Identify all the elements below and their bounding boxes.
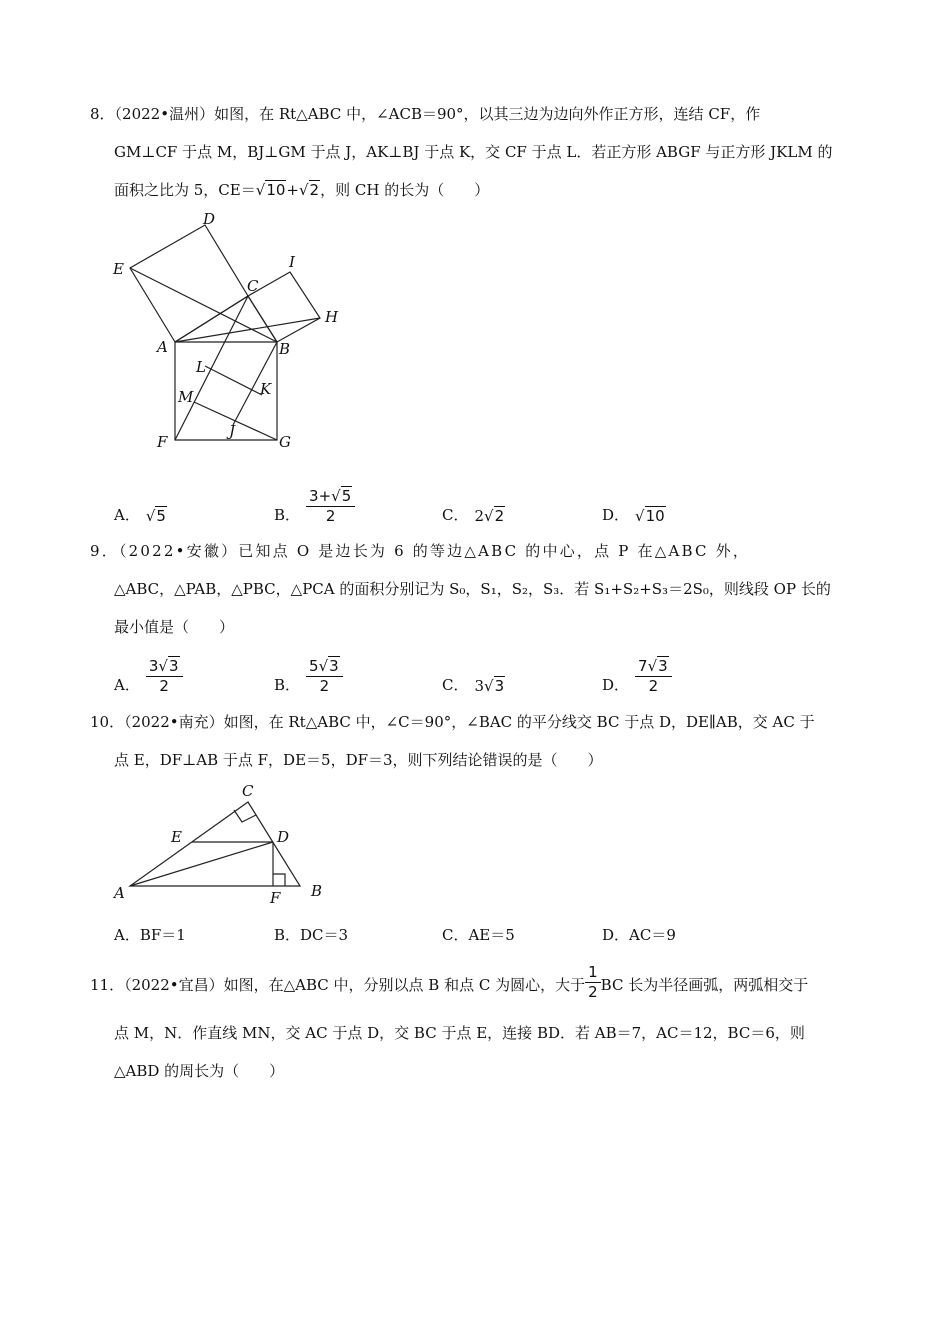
square-CBHI (248, 272, 320, 342)
q8-line3-post: ，则 CH 的长为（ ） (320, 181, 490, 199)
label-K: K (260, 380, 272, 398)
q9-option-d[interactable]: D． $\frac{7√3}{2}$ (602, 655, 672, 695)
side-AC (175, 296, 248, 342)
q8-line3 (90, 171, 860, 209)
label-C: C (242, 782, 254, 800)
q11-line1-post: BC 长为半径画弧，两弧相交于 (600, 976, 809, 994)
q8-sqrt-10: √10 (255, 181, 286, 199)
q10-option-c[interactable]: C．AE＝5 (442, 926, 515, 944)
label-E: E (171, 828, 182, 846)
segment-LK (205, 366, 262, 395)
q10-options (114, 915, 860, 945)
q10-option-b[interactable]: B．DC＝3 (274, 926, 349, 944)
label-F: F (270, 889, 281, 907)
q11-line3: △ABD 的周长为（ ） (114, 1062, 285, 1080)
question-11 (90, 956, 860, 1090)
q8-line2: GM⊥CF 于点 M，BJ⊥GM 于点 J，AK⊥BJ 于点 K，交 CF 于点 L．若正方形 ABGF 与正方形 JKLM 的 (114, 143, 833, 161)
q10-line2: 点 E，DF⊥AB 于点 F，DE＝5，DF＝3，则下列结论错误的是（ ） (114, 751, 603, 769)
q8-line1: 8．（2022•温州）如图，在 Rt△ABC 中，∠ACB＝90°，以其三边为边向外作正方形，连结 CF，作 (90, 105, 761, 123)
question-9 (90, 532, 860, 646)
q10-option-a[interactable]: A．BF＝1 (114, 926, 186, 944)
right-angle-C (234, 810, 256, 822)
q11-fraction: $\frac{1}{2}$ (585, 964, 601, 1001)
q11-line1 (90, 956, 860, 1014)
q8-option-d[interactable]: D． √10 (602, 506, 665, 525)
q10-line1: 10．（2022•南充）如图，在 Rt△ABC 中，∠C＝90°，∠BAC 的平分线交 BC 于点 D，DE∥AB，交 AC 于 (90, 713, 815, 731)
q8-option-a[interactable]: A． √5 (114, 506, 166, 525)
label-J: J (229, 422, 236, 440)
q9-option-b[interactable]: B． $\frac{5√3}{2}$ (274, 655, 343, 695)
label-C: C (247, 277, 259, 295)
label-D: D (277, 828, 290, 846)
q10-figure (110, 778, 330, 908)
label-D: D (203, 210, 216, 228)
square-ACDE (130, 225, 248, 342)
label-G: G (279, 433, 291, 451)
q9-line2: △ABC，△PAB，△PBC，△PCA 的面积分别记为 S₀，S₁，S₂，S₃．若 S₁+S₂+S₃＝2S₀，则线段 OP 长的 (114, 580, 831, 598)
q9-line3: 最小值是（ ） (114, 618, 235, 636)
q9-option-a[interactable]: A． $\frac{3√3}{2}$ (114, 655, 183, 695)
label-I: I (289, 253, 295, 271)
q8-options (114, 485, 860, 525)
segment-AD (130, 842, 273, 886)
q8-option-c[interactable]: C． 2 √2 (442, 506, 505, 525)
q11-line2: 点 M，N．作直线 MN，交 AC 于点 D，交 BC 于点 E，连接 BD．若 AB＝7，AC＝12，BC＝6，则 (114, 1024, 805, 1042)
right-angle-F (273, 874, 285, 886)
label-A: A (114, 884, 125, 902)
q8-figure (105, 205, 355, 455)
label-H: H (325, 308, 339, 326)
label-B: B (279, 340, 291, 358)
q8-line3-pre: 面积之比为 5，CE＝ (114, 181, 256, 199)
q8-sqrt-2: √2 (298, 181, 320, 199)
question-10 (90, 703, 860, 779)
q8-option-b[interactable]: B． $\frac{3+√5}{2}$ (274, 485, 355, 525)
label-L: L (196, 358, 206, 376)
q10-option-d[interactable]: D．AC＝9 (602, 926, 676, 944)
q9-option-c[interactable]: C． 3 √3 (442, 676, 505, 695)
label-B: B (311, 882, 323, 900)
label-A: A (157, 338, 168, 356)
q11-line1-pre: 11．（2022•宜昌）如图，在△ABC 中，分别以点 B 和点 C 为圆心，大于 (90, 976, 586, 994)
label-E: E (113, 260, 124, 278)
q9-line1: 9．（2022•安徽）已知点 O 是边长为 6 的等边△ABC 的中心，点 P 在△ABC 外， (90, 542, 751, 560)
q9-options (114, 655, 860, 695)
segment-MG (194, 402, 277, 440)
question-8 (90, 95, 860, 209)
label-M: M (178, 388, 194, 406)
q8-plus: + (286, 181, 299, 199)
label-F: F (157, 433, 168, 451)
